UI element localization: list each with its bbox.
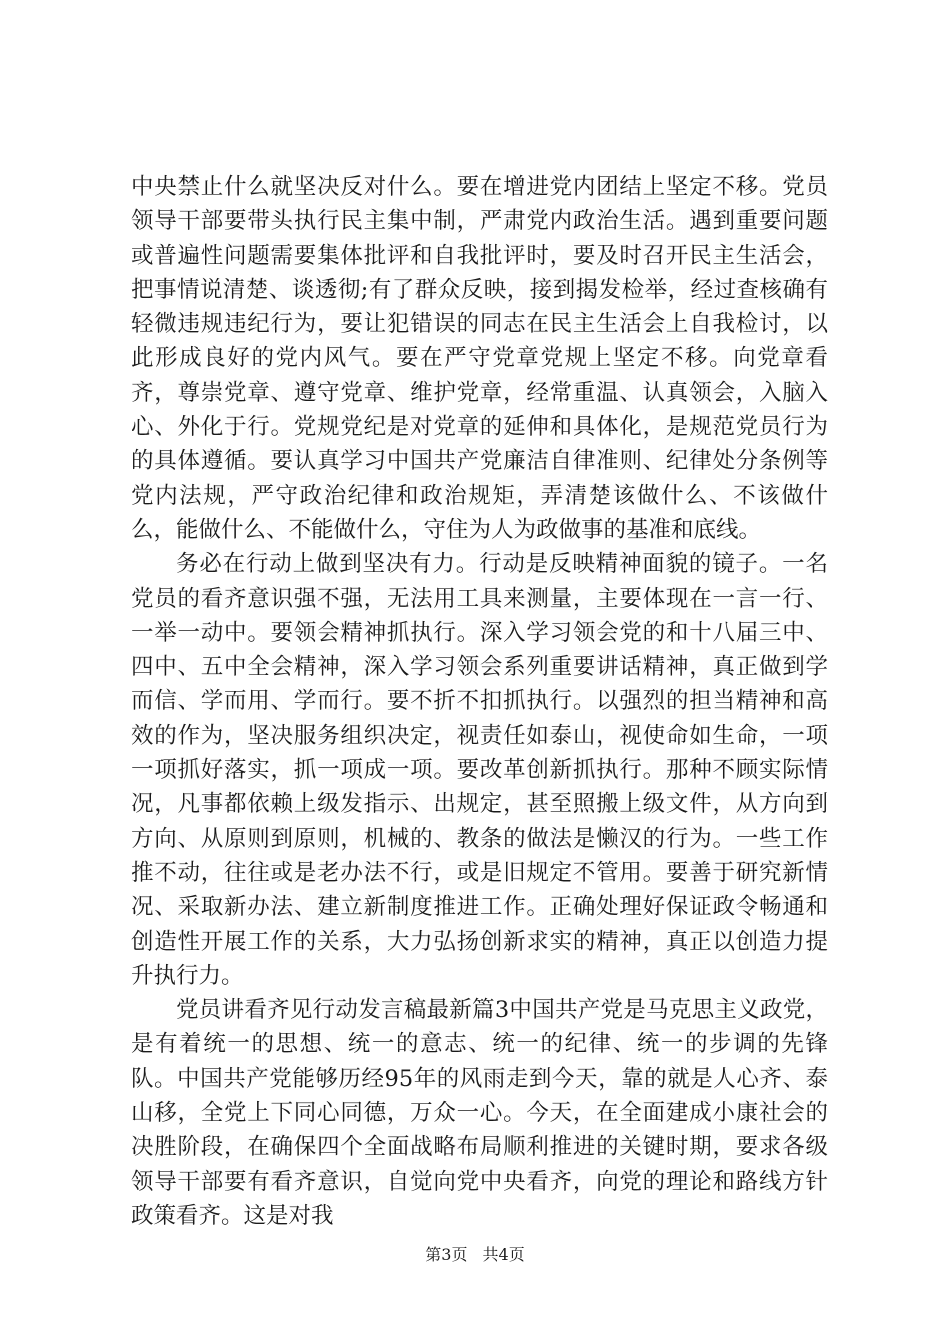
paragraph-action: 务必在行动上做到坚决有力。行动是反映精神面貌的镜子。一名党员的看齐意识强不强，无法用工具来测量，主要体现在一言一行、一举一动中。要领会精神抓执行。深入学习领会党的和十八届三中、四中、五中全会精神，深入学习领会系列重要讲话精神，真正做到学而信、学而用、学而行。要不折不扣抓执行。以强烈的担当精神和高效的作为，坚决服务组织决定，视责任如泰山，视使命如生命，一项一项抓好落实，抓一项成一项。要改革创新抓执行。那种不顾实际情况，凡事都依赖上级发指示、出规定，甚至照搬上级文件，从方向到方向、从原则到原则，机械的、教条的做法是懒汉的行为。一些工作推不动，往往或是老办法不行，或是旧规定不管用。要善于研究新情况、采取新办法、建立新制度推进工作。正确处理好保证政令畅通和创造性开展工作的关系，大力弘扬创新求实的精神，真正以创造力提升执行力。	[131, 551, 828, 989]
document-body	[131, 170, 828, 1233]
page-number: 第3页	[425, 1245, 468, 1264]
page-total: 共4页	[482, 1245, 525, 1264]
page-footer	[0, 1242, 950, 1265]
paragraph-speech-3: 党员讲看齐见行动发言稿最新篇3中国共产党是马克思主义政党，是有着统一的思想、统一的意志、统一的纪律、统一的步调的先锋队。中国共产党能够历经95年的风雨走到今天，靠的就是人心齐、泰山移，全党上下同心同德，万众一心。今天，在全面建成小康社会的决胜阶段，在确保四个全面战略布局顺利推进的关键时期，要求各级领导干部要有看齐意识，自觉向党中央看齐，向党的理论和路线方针政策看齐。这是对我	[131, 997, 828, 1229]
paragraph-continued: 中央禁止什么就坚决反对什么。要在增进党内团结上坚定不移。党员领导干部要带头执行民主集中制，严肃党内政治生活。遇到重要问题或普遍性问题需要集体批评和自我批评时，要及时召开民主生活会，把事情说清楚、谈透彻;有了群众反映，接到揭发检举，经过查核确有轻微违规违纪行为，要让犯错误的同志在民主生活会上自我检讨，以此形成良好的党内风气。要在严守党章党规上坚定不移。向党章看齐，尊崇党章、遵守党章、维护党章，经常重温、认真领会，入脑入心、外化于行。党规党纪是对党章的延伸和具体化，是规范党员行为的具体遵循。要认真学习中国共产党廉洁自律准则、纪律处分条例等党内法规，严守政治纪律和政治规矩，弄清楚该做什么、不该做什么，能做什么、不能做什么，守住为人为政做事的基准和底线。	[131, 174, 828, 543]
